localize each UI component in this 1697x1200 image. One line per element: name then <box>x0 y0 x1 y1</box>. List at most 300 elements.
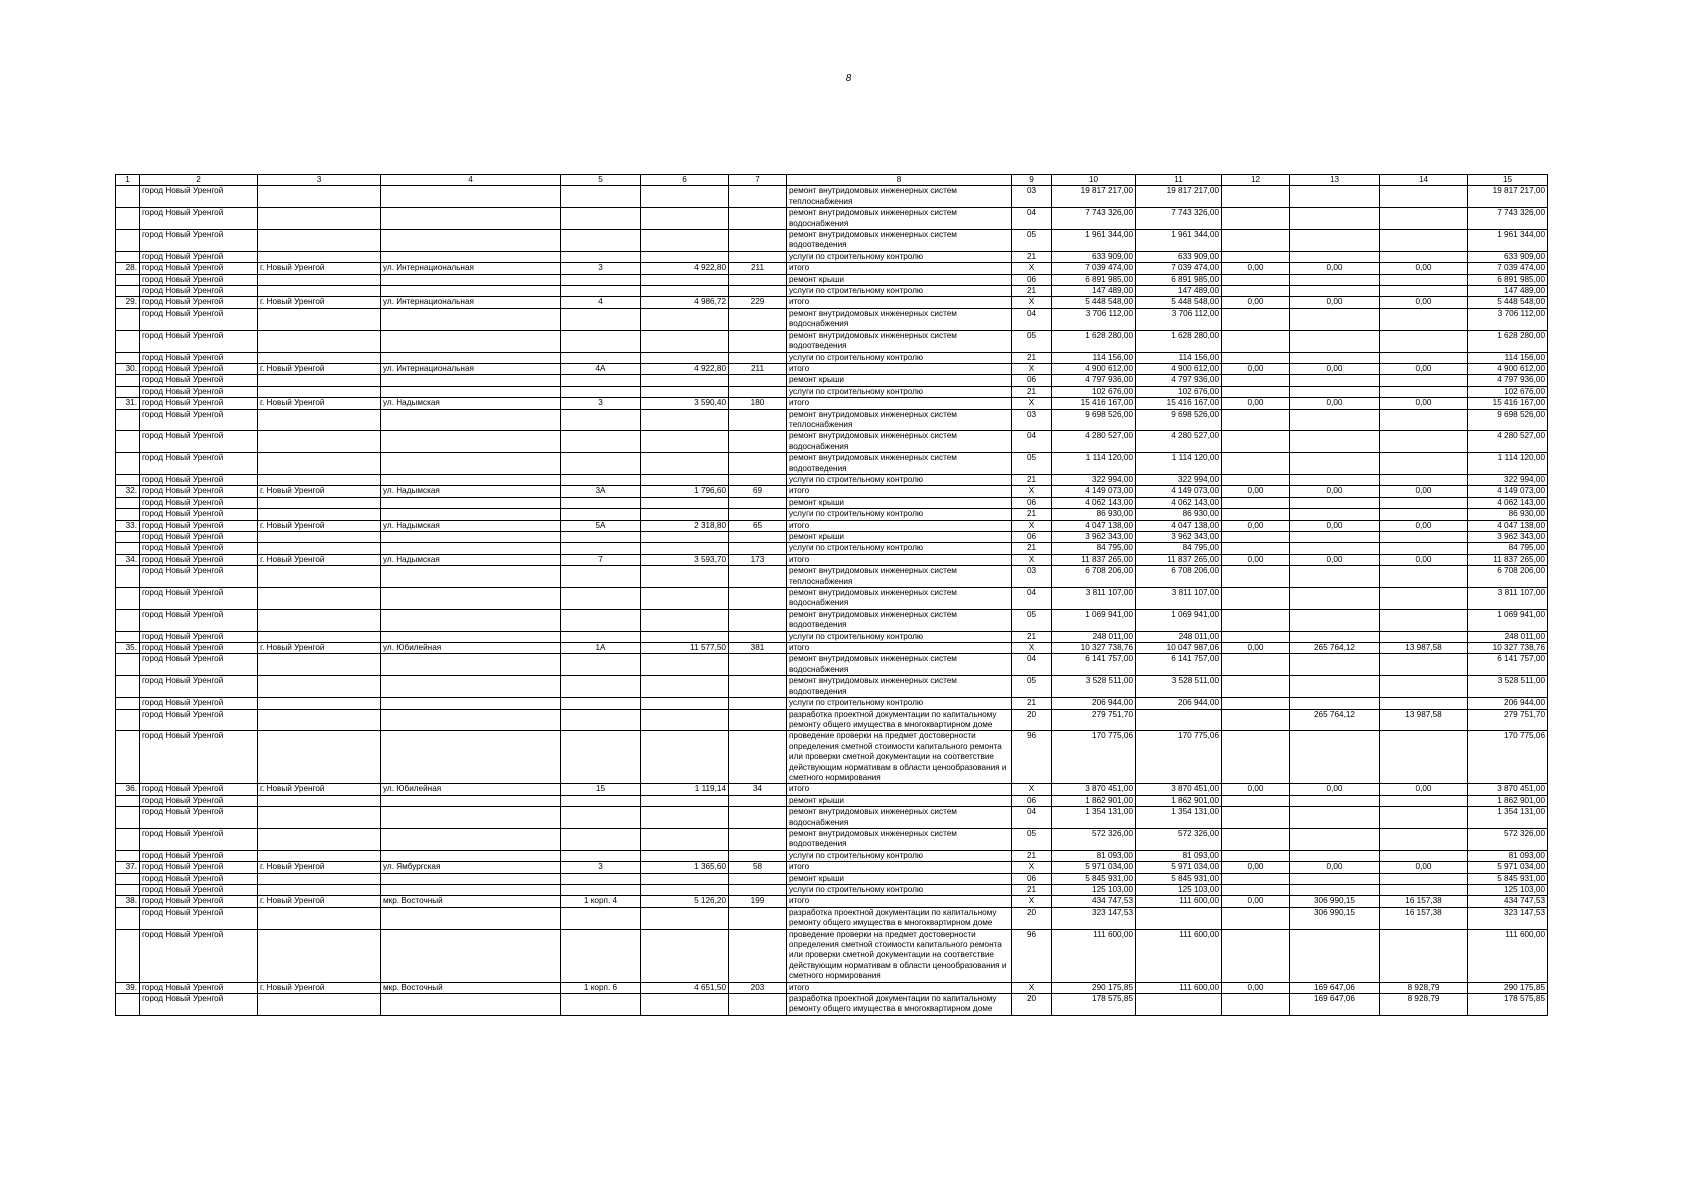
street-cell <box>381 286 561 297</box>
house-number-cell <box>561 609 641 631</box>
area-cell <box>641 807 729 829</box>
municipality-cell: город Новый Уренгой <box>140 352 258 363</box>
settlement-cell <box>258 532 381 543</box>
work-code-cell: 04 <box>1012 208 1052 230</box>
row-number-cell: 39. <box>116 982 140 993</box>
house-number-cell <box>561 431 641 453</box>
budget-amount-cell <box>1222 631 1290 642</box>
row-number-cell <box>116 994 140 1016</box>
local-budget-cell <box>1380 609 1468 631</box>
work-code-cell: X <box>1012 398 1052 409</box>
row-number-cell <box>116 807 140 829</box>
work-type-cell: ремонт внутридомовых инженерных систем теплоснабжения <box>787 186 1012 208</box>
residents-cell <box>729 308 787 330</box>
municipality-cell: город Новый Уренгой <box>140 509 258 520</box>
fund-amount-cell: 81 093,00 <box>1136 850 1222 861</box>
street-cell <box>381 929 561 982</box>
total-cost-cell: 6 891 985,00 <box>1052 274 1136 285</box>
row-number-cell <box>116 251 140 262</box>
total-amount-cell: 7 743 326,00 <box>1468 208 1548 230</box>
total-amount-cell: 4 062 143,00 <box>1468 497 1548 508</box>
budget-amount-cell <box>1222 709 1290 731</box>
total-amount-cell: 9 698 526,00 <box>1468 409 1548 431</box>
budget-amount-cell <box>1222 654 1290 676</box>
budget-amount-cell <box>1222 566 1290 588</box>
fund-amount-cell: 10 047 987,06 <box>1136 643 1222 654</box>
residents-cell <box>729 709 787 731</box>
local-budget-cell <box>1380 409 1468 431</box>
house-number-cell <box>561 230 641 252</box>
residents-cell <box>729 828 787 850</box>
area-cell <box>641 409 729 431</box>
total-amount-cell: 19 817 217,00 <box>1468 186 1548 208</box>
total-cost-cell: 633 909,00 <box>1052 251 1136 262</box>
house-number-cell <box>561 308 641 330</box>
work-type-cell: ремонт крыши <box>787 795 1012 806</box>
fund-amount-cell: 5 845 931,00 <box>1136 873 1222 884</box>
street-cell: мкр. Восточный <box>381 896 561 907</box>
work-code-cell: 20 <box>1012 994 1052 1016</box>
local-budget-cell: 0,00 <box>1380 862 1468 873</box>
area-cell <box>641 795 729 806</box>
total-cost-cell: 5 845 931,00 <box>1052 873 1136 884</box>
house-number-cell <box>561 631 641 642</box>
area-cell: 11 577,50 <box>641 643 729 654</box>
area-cell <box>641 330 729 352</box>
okrug-budget-cell <box>1290 497 1380 508</box>
residents-cell <box>729 885 787 896</box>
local-budget-cell: 0,00 <box>1380 784 1468 795</box>
okrug-budget-cell <box>1290 828 1380 850</box>
fund-amount-cell <box>1136 709 1222 731</box>
settlement-cell <box>258 453 381 475</box>
residents-cell <box>729 431 787 453</box>
table-row <box>116 566 1548 588</box>
area-cell <box>641 230 729 252</box>
total-cost-cell: 4 280 527,00 <box>1052 431 1136 453</box>
row-number-cell: 29. <box>116 297 140 308</box>
work-code-cell: X <box>1012 297 1052 308</box>
okrug-budget-cell <box>1290 566 1380 588</box>
row-number-cell <box>116 386 140 397</box>
area-cell <box>641 186 729 208</box>
budget-amount-cell: 0,00 <box>1222 862 1290 873</box>
budget-amount-cell <box>1222 543 1290 554</box>
work-type-cell: ремонт внутридомовых инженерных систем водоснабжения <box>787 588 1012 610</box>
residents-cell <box>729 994 787 1016</box>
fund-amount-cell: 111 600,00 <box>1136 982 1222 993</box>
total-amount-cell: 6 708 206,00 <box>1468 566 1548 588</box>
row-number-cell <box>116 375 140 386</box>
work-code-cell: 06 <box>1012 795 1052 806</box>
residents-cell <box>729 453 787 475</box>
total-cost-cell: 3 706 112,00 <box>1052 308 1136 330</box>
budget-amount-cell: 0,00 <box>1222 297 1290 308</box>
settlement-cell <box>258 386 381 397</box>
municipality-cell: город Новый Уренгой <box>140 862 258 873</box>
budget-amount-cell <box>1222 453 1290 475</box>
total-cost-cell: 15 416 167,00 <box>1052 398 1136 409</box>
area-cell: 4 986,72 <box>641 297 729 308</box>
work-type-cell: итого <box>787 363 1012 374</box>
municipality-cell: город Новый Уренгой <box>140 497 258 508</box>
local-budget-cell <box>1380 588 1468 610</box>
budget-amount-cell <box>1222 409 1290 431</box>
settlement-cell <box>258 850 381 861</box>
total-cost-cell: 102 676,00 <box>1052 386 1136 397</box>
municipality-cell: город Новый Уренгой <box>140 230 258 252</box>
residents-cell <box>729 588 787 610</box>
local-budget-cell <box>1380 497 1468 508</box>
total-amount-cell: 170 775,06 <box>1468 731 1548 784</box>
row-number-cell <box>116 274 140 285</box>
total-cost-cell: 4 797 936,00 <box>1052 375 1136 386</box>
street-cell <box>381 431 561 453</box>
house-number-cell: 1А <box>561 643 641 654</box>
work-code-cell: 05 <box>1012 330 1052 352</box>
street-cell <box>381 731 561 784</box>
street-cell <box>381 497 561 508</box>
total-amount-cell: 248 011,00 <box>1468 631 1548 642</box>
settlement-cell <box>258 631 381 642</box>
budget-amount-cell <box>1222 885 1290 896</box>
work-code-cell: 06 <box>1012 274 1052 285</box>
okrug-budget-cell: 0,00 <box>1290 554 1380 565</box>
settlement-cell: г. Новый Уренгой <box>258 784 381 795</box>
row-number-cell <box>116 186 140 208</box>
okrug-budget-cell: 265 764,12 <box>1290 709 1380 731</box>
fund-amount-cell: 114 156,00 <box>1136 352 1222 363</box>
fund-amount-cell: 84 795,00 <box>1136 543 1222 554</box>
row-number-cell <box>116 208 140 230</box>
column-header-14: 14 <box>1380 175 1468 186</box>
budget-amount-cell <box>1222 807 1290 829</box>
work-code-cell: X <box>1012 554 1052 565</box>
residents-cell <box>729 375 787 386</box>
table-row <box>116 907 1548 929</box>
area-cell <box>641 208 729 230</box>
total-amount-cell: 114 156,00 <box>1468 352 1548 363</box>
house-number-cell: 7 <box>561 554 641 565</box>
table-row <box>116 896 1548 907</box>
budget-amount-cell: 0,00 <box>1222 263 1290 274</box>
street-cell <box>381 251 561 262</box>
total-cost-cell: 279 751,70 <box>1052 709 1136 731</box>
settlement-cell: г. Новый Уренгой <box>258 520 381 531</box>
work-code-cell: X <box>1012 486 1052 497</box>
table-row <box>116 554 1548 565</box>
work-code-cell: 21 <box>1012 698 1052 709</box>
local-budget-cell <box>1380 850 1468 861</box>
residents-cell <box>729 698 787 709</box>
municipality-cell: город Новый Уренгой <box>140 363 258 374</box>
total-cost-cell: 81 093,00 <box>1052 850 1136 861</box>
fund-amount-cell: 4 797 936,00 <box>1136 375 1222 386</box>
residents-cell <box>729 386 787 397</box>
row-number-cell <box>116 474 140 485</box>
row-number-cell <box>116 873 140 884</box>
total-amount-cell: 178 575,85 <box>1468 994 1548 1016</box>
total-cost-cell: 3 962 343,00 <box>1052 532 1136 543</box>
okrug-budget-cell <box>1290 386 1380 397</box>
column-header-6: 6 <box>641 175 729 186</box>
residents-cell: 229 <box>729 297 787 308</box>
local-budget-cell: 16 157,38 <box>1380 907 1468 929</box>
budget-amount-cell: 0,00 <box>1222 363 1290 374</box>
column-header-7: 7 <box>729 175 787 186</box>
area-cell <box>641 907 729 929</box>
total-amount-cell: 323 147,53 <box>1468 907 1548 929</box>
settlement-cell <box>258 286 381 297</box>
area-cell <box>641 588 729 610</box>
street-cell <box>381 352 561 363</box>
house-number-cell <box>561 885 641 896</box>
okrug-budget-cell <box>1290 631 1380 642</box>
settlement-cell <box>258 828 381 850</box>
residents-cell: 180 <box>729 398 787 409</box>
total-cost-cell: 572 326,00 <box>1052 828 1136 850</box>
house-number-cell: 5А <box>561 520 641 531</box>
work-type-cell: итого <box>787 896 1012 907</box>
budget-amount-cell <box>1222 588 1290 610</box>
settlement-cell <box>258 731 381 784</box>
municipality-cell: город Новый Уренгой <box>140 795 258 806</box>
municipality-cell: город Новый Уренгой <box>140 474 258 485</box>
okrug-budget-cell <box>1290 230 1380 252</box>
area-cell: 4 922,80 <box>641 263 729 274</box>
budget-amount-cell <box>1222 208 1290 230</box>
house-number-cell <box>561 532 641 543</box>
work-type-cell: итого <box>787 982 1012 993</box>
settlement-cell <box>258 609 381 631</box>
budget-amount-cell: 0,00 <box>1222 784 1290 795</box>
table-row <box>116 497 1548 508</box>
column-header-15: 15 <box>1468 175 1548 186</box>
local-budget-cell <box>1380 208 1468 230</box>
column-header-2: 2 <box>140 175 258 186</box>
residents-cell: 34 <box>729 784 787 795</box>
residents-cell <box>729 807 787 829</box>
street-cell <box>381 208 561 230</box>
settlement-cell <box>258 431 381 453</box>
residents-cell <box>729 654 787 676</box>
row-number-cell <box>116 497 140 508</box>
work-type-cell: ремонт внутридомовых инженерных систем водоснабжения <box>787 654 1012 676</box>
work-type-cell: проведение проверки на предмет достоверности определения сметной стоимости капитального ремонта или проверки сметной документации на соответствие действующим нормативам в области ценообразования и сметного нормирования <box>787 731 1012 784</box>
total-amount-cell: 4 149 073,00 <box>1468 486 1548 497</box>
house-number-cell <box>561 274 641 285</box>
area-cell <box>641 698 729 709</box>
house-number-cell <box>561 907 641 929</box>
total-cost-cell: 4 149 073,00 <box>1052 486 1136 497</box>
total-amount-cell: 5 448 548,00 <box>1468 297 1548 308</box>
table-row <box>116 509 1548 520</box>
work-code-cell: 21 <box>1012 509 1052 520</box>
street-cell <box>381 409 561 431</box>
settlement-cell <box>258 375 381 386</box>
header-row <box>116 175 1548 186</box>
house-number-cell: 1 корп. 6 <box>561 982 641 993</box>
area-cell <box>641 497 729 508</box>
total-cost-cell: 111 600,00 <box>1052 929 1136 982</box>
municipality-cell: город Новый Уренгой <box>140 828 258 850</box>
work-code-cell: 21 <box>1012 543 1052 554</box>
local-budget-cell <box>1380 885 1468 896</box>
street-cell <box>381 709 561 731</box>
row-number-cell <box>116 230 140 252</box>
fund-amount-cell: 206 944,00 <box>1136 698 1222 709</box>
municipality-cell: город Новый Уренгой <box>140 274 258 285</box>
settlement-cell <box>258 907 381 929</box>
table-row <box>116 208 1548 230</box>
budget-amount-cell <box>1222 850 1290 861</box>
settlement-cell <box>258 994 381 1016</box>
street-cell: ул. Надымская <box>381 554 561 565</box>
residents-cell <box>729 543 787 554</box>
street-cell <box>381 907 561 929</box>
work-type-cell: услуги по строительному контролю <box>787 885 1012 896</box>
work-code-cell: 05 <box>1012 609 1052 631</box>
work-code-cell: 05 <box>1012 453 1052 475</box>
total-cost-cell: 6 141 757,00 <box>1052 654 1136 676</box>
work-type-cell: ремонт внутридомовых инженерных систем водоотведения <box>787 330 1012 352</box>
area-cell <box>641 885 729 896</box>
budget-amount-cell <box>1222 474 1290 485</box>
house-number-cell <box>561 994 641 1016</box>
house-number-cell <box>561 330 641 352</box>
work-type-cell: ремонт внутридомовых инженерных систем водоснабжения <box>787 208 1012 230</box>
row-number-cell <box>116 286 140 297</box>
total-amount-cell: 6 891 985,00 <box>1468 274 1548 285</box>
area-cell: 3 593,70 <box>641 554 729 565</box>
work-type-cell: разработка проектной документации по капитальному ремонту общего имущества в многоквартирном доме <box>787 907 1012 929</box>
work-code-cell: 21 <box>1012 286 1052 297</box>
total-cost-cell: 3 870 451,00 <box>1052 784 1136 795</box>
residents-cell <box>729 208 787 230</box>
municipality-cell: город Новый Уренгой <box>140 186 258 208</box>
total-amount-cell: 7 039 474,00 <box>1468 263 1548 274</box>
okrug-budget-cell: 0,00 <box>1290 486 1380 497</box>
area-cell <box>641 609 729 631</box>
work-code-cell: 04 <box>1012 588 1052 610</box>
street-cell: ул. Интернациональная <box>381 263 561 274</box>
residents-cell <box>729 873 787 884</box>
okrug-budget-cell <box>1290 676 1380 698</box>
okrug-budget-cell: 169 647,06 <box>1290 982 1380 993</box>
total-amount-cell: 15 416 167,00 <box>1468 398 1548 409</box>
settlement-cell <box>258 543 381 554</box>
fund-amount-cell: 4 900 612,00 <box>1136 363 1222 374</box>
street-cell: ул. Ямбургская <box>381 862 561 873</box>
row-number-cell <box>116 453 140 475</box>
row-number-cell <box>116 907 140 929</box>
table-row <box>116 543 1548 554</box>
municipality-cell: город Новый Уренгой <box>140 731 258 784</box>
municipality-cell: город Новый Уренгой <box>140 398 258 409</box>
residents-cell <box>729 631 787 642</box>
work-code-cell: 21 <box>1012 386 1052 397</box>
total-amount-cell: 1 628 280,00 <box>1468 330 1548 352</box>
municipality-cell: город Новый Уренгой <box>140 251 258 262</box>
work-type-cell: услуги по строительному контролю <box>787 352 1012 363</box>
work-type-cell: услуги по строительному контролю <box>787 850 1012 861</box>
municipality-cell: город Новый Уренгой <box>140 375 258 386</box>
table-row <box>116 453 1548 475</box>
budget-amount-cell <box>1222 286 1290 297</box>
budget-amount-cell <box>1222 929 1290 982</box>
settlement-cell: г. Новый Уренгой <box>258 554 381 565</box>
area-cell <box>641 375 729 386</box>
settlement-cell: г. Новый Уренгой <box>258 643 381 654</box>
total-cost-cell: 323 147,53 <box>1052 907 1136 929</box>
settlement-cell <box>258 709 381 731</box>
row-number-cell <box>116 654 140 676</box>
settlement-cell <box>258 566 381 588</box>
work-type-cell: ремонт крыши <box>787 274 1012 285</box>
total-amount-cell: 1 069 941,00 <box>1468 609 1548 631</box>
fund-amount-cell: 15 416 167,00 <box>1136 398 1222 409</box>
total-amount-cell: 147 489,00 <box>1468 286 1548 297</box>
total-cost-cell: 4 900 612,00 <box>1052 363 1136 374</box>
area-cell <box>641 631 729 642</box>
area-cell <box>641 709 729 731</box>
house-number-cell <box>561 497 641 508</box>
municipality-cell: город Новый Уренгой <box>140 330 258 352</box>
okrug-budget-cell <box>1290 807 1380 829</box>
okrug-budget-cell <box>1290 453 1380 475</box>
house-number-cell <box>561 588 641 610</box>
house-number-cell <box>561 873 641 884</box>
area-cell <box>641 453 729 475</box>
municipality-cell: город Новый Уренгой <box>140 453 258 475</box>
work-code-cell: 21 <box>1012 352 1052 363</box>
residents-cell: 211 <box>729 363 787 374</box>
house-number-cell: 3 <box>561 398 641 409</box>
street-cell <box>381 654 561 676</box>
work-type-cell: услуги по строительному контролю <box>787 286 1012 297</box>
area-cell <box>641 251 729 262</box>
work-type-cell: услуги по строительному контролю <box>787 631 1012 642</box>
street-cell <box>381 676 561 698</box>
total-cost-cell: 84 795,00 <box>1052 543 1136 554</box>
local-budget-cell <box>1380 631 1468 642</box>
total-cost-cell: 5 448 548,00 <box>1052 297 1136 308</box>
total-amount-cell: 279 751,70 <box>1468 709 1548 731</box>
work-type-cell: итого <box>787 643 1012 654</box>
residents-cell <box>729 274 787 285</box>
area-cell <box>641 308 729 330</box>
total-cost-cell: 3 811 107,00 <box>1052 588 1136 610</box>
work-code-cell: 05 <box>1012 230 1052 252</box>
work-type-cell: итого <box>787 486 1012 497</box>
street-cell <box>381 532 561 543</box>
street-cell <box>381 873 561 884</box>
table-row <box>116 263 1548 274</box>
table-row <box>116 807 1548 829</box>
house-number-cell: 3А <box>561 486 641 497</box>
street-cell: ул. Надымская <box>381 486 561 497</box>
municipality-cell: город Новый Уренгой <box>140 784 258 795</box>
house-number-cell <box>561 676 641 698</box>
local-budget-cell <box>1380 532 1468 543</box>
area-cell: 3 590,40 <box>641 398 729 409</box>
settlement-cell: г. Новый Уренгой <box>258 363 381 374</box>
residents-cell <box>729 509 787 520</box>
house-number-cell <box>561 208 641 230</box>
work-type-cell: ремонт внутридомовых инженерных систем теплоснабжения <box>787 566 1012 588</box>
fund-amount-cell: 3 811 107,00 <box>1136 588 1222 610</box>
total-amount-cell: 4 900 612,00 <box>1468 363 1548 374</box>
